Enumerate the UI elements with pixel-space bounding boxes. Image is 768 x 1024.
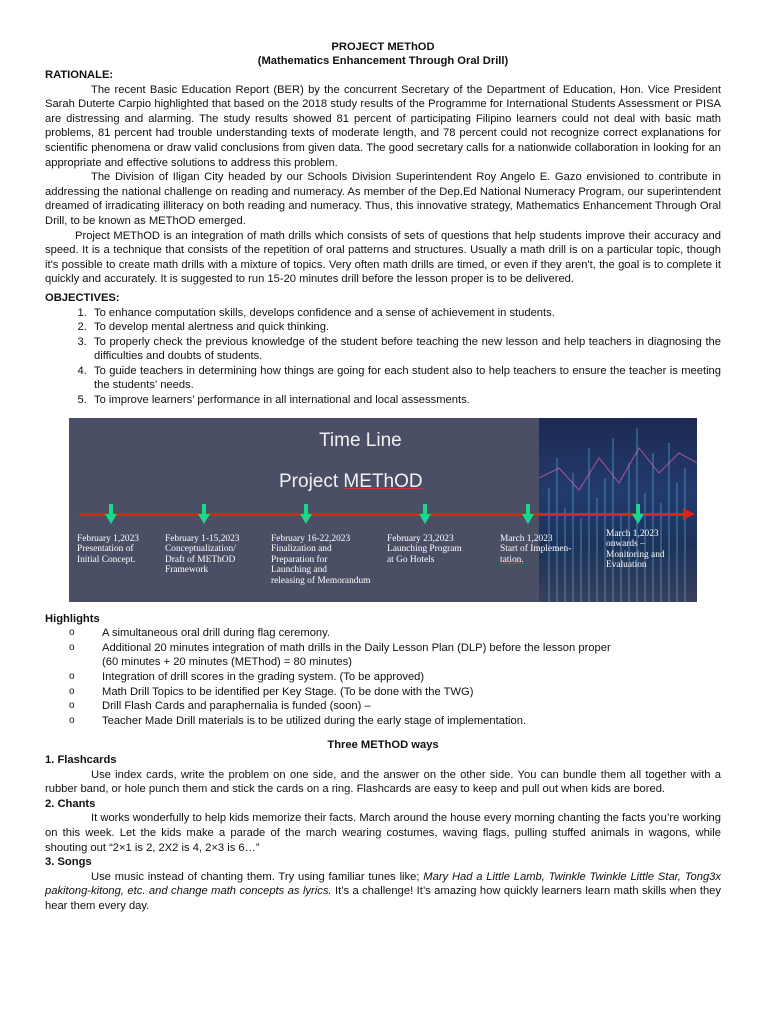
timeline-marker bbox=[419, 504, 431, 524]
timeline-subtitle-prefix: Project bbox=[279, 470, 344, 492]
rationale-paragraph-1: The recent Basic Education Report (BER) by the concurrent Secretary of the Department of Education, Hon. Vice President Sarah Duterte Carpio highlighted that based on the 2018 study results of the Programme for International Students Assessment or PISA are distressing and alarming. The study results showed 81 percent of participating Filipino learners could not deal with basic math problems, 81 percent had trouble understanding texts of moderate length, and 78 percent could not recognize correct explanations for scientific phenomena or draw valid conclusions from given data. The good secretary calls for a nationwide collaboration in looking for an appropriate and effective solutions to address this problem. bbox=[45, 83, 721, 169]
highlights-list bbox=[45, 626, 721, 728]
timeline-event-date: February 16-22,2023 bbox=[271, 533, 351, 544]
highlight-item: o Math Drill Topics to be identified per Key Stage. (To be done with the TWG) bbox=[90, 685, 721, 700]
timeline-event-date: February 1-15,2023 bbox=[165, 533, 240, 544]
timeline-event-2 bbox=[165, 534, 265, 576]
timeline-line bbox=[79, 513, 689, 516]
way-3-text bbox=[45, 870, 721, 914]
objective-item: 2. To develop mental alertness and quick thinking. bbox=[90, 320, 721, 335]
timeline-event-text: Presentation of bbox=[77, 544, 134, 555]
timeline-event-text: tation. bbox=[500, 554, 524, 565]
document-page bbox=[45, 40, 721, 914]
document-subtitle: (Mathematics Enhancement Through Oral Drill) bbox=[257, 55, 509, 67]
timeline-event-text: Launching Program bbox=[387, 544, 462, 555]
timeline-event-date: February 1,2023 bbox=[77, 533, 139, 544]
highlight-item-note: (60 minutes + 20 minutes (METhod) = 80 minutes) bbox=[102, 656, 352, 669]
rationale-paragraph-3: Project METhOD is an integration of math drills which consists of sets of questions that help students improve their accuracy and speed. It is a technique that consists of the repetition of oral patterns and structures. Usually a math drill is on a particular topic, though it's possible to create math drills with a mixture of topics. Very often math drills are timed, or even if they aren't, the goal is to complete it quickly and accurately. It is suggested to run 15-20 minutes drill before the lesson proper is to be delivered. bbox=[45, 229, 721, 286]
timeline-marker bbox=[632, 504, 644, 524]
rationale-heading: RATIONALE: bbox=[45, 69, 114, 81]
objective-item: 3. To properly check the previous knowledge of the student before teaching the new lesson and help teachers in diagnosing the difficulties and doubts of students. bbox=[90, 335, 721, 364]
timeline-event-text: Monitoring and bbox=[606, 549, 665, 560]
highlight-item bbox=[90, 641, 721, 670]
way-1-heading: 1. Flashcards bbox=[45, 754, 117, 766]
timeline-event-text: Evaluation bbox=[606, 560, 647, 571]
way-3-text-italic: Mary Had a Little Lamb, Twinkle Twinkle Little Star, Tong3x pakitong-kitong, etc. and change math concepts as lyrics. bbox=[45, 870, 721, 898]
timeline-event-6 bbox=[606, 529, 694, 571]
timeline-subtitle bbox=[279, 471, 423, 493]
highlight-item: o Drill Flash Cards and paraphernalia is funded (soon) – bbox=[90, 699, 721, 714]
timeline-event-1 bbox=[77, 534, 167, 566]
timeline-event-text: Initial Concept. bbox=[77, 554, 136, 565]
timeline-event-4 bbox=[387, 534, 487, 566]
highlight-item-text: o Additional 20 minutes integration of math drills in the Daily Lesson Plan (DLP) before the lesson proper bbox=[102, 641, 611, 654]
timeline-event-date: March 1,2023 bbox=[606, 528, 659, 539]
timeline-event-text: releasing of Memorandum bbox=[271, 575, 371, 586]
timeline-event-date: March 1,2023 bbox=[500, 533, 553, 544]
timeline-decoration bbox=[539, 418, 697, 602]
objective-item: 1. To enhance computation skills, develops confidence and a sense of achievement in students. bbox=[90, 306, 721, 321]
timeline-event-5 bbox=[500, 534, 592, 566]
highlight-item: o Teacher Made Drill materials is to be utilized during the early stage of implementation. bbox=[90, 714, 721, 729]
timeline-event-text: Start of Implemen- bbox=[500, 544, 572, 555]
timeline-event-text: Conceptualization/ bbox=[165, 544, 236, 555]
timeline-event-text: at Go Hotels bbox=[387, 554, 435, 565]
way-3-text-part: It’s a challenge! It’s amazing how quickly learners learn math skills when they hear them every day. bbox=[45, 885, 721, 912]
timeline-arrowhead bbox=[683, 508, 695, 520]
timeline-event-text: onwards – bbox=[606, 539, 645, 550]
way-2-heading: 2. Chants bbox=[45, 797, 96, 810]
highlight-item: o A simultaneous oral drill during flag ceremony. bbox=[90, 626, 721, 641]
way-3-heading: 3. Songs bbox=[45, 856, 92, 869]
timeline-event-text: Framework bbox=[165, 565, 209, 576]
objective-item: 4. To guide teachers in determining how things are going for each student also to help teachers to ensure the teacher is meeting the students' needs. bbox=[90, 364, 721, 393]
timeline-marker bbox=[300, 504, 312, 524]
timeline-marker bbox=[105, 504, 117, 524]
timeline-graphic bbox=[69, 418, 697, 602]
ways-heading: Three METhOD ways bbox=[327, 739, 439, 752]
highlight-item: o Integration of drill scores in the grading system. (To be approved) bbox=[90, 670, 721, 685]
objectives-list bbox=[45, 306, 721, 408]
data-visual-decoration bbox=[539, 418, 697, 602]
timeline-event-text: Draft of METhOD bbox=[165, 554, 236, 565]
timeline-event-date: February 23,2023 bbox=[387, 533, 454, 544]
highlights-heading: Highlights bbox=[45, 612, 100, 625]
objectives-heading: OBJECTIVES: bbox=[45, 291, 120, 304]
timeline-event-text: Finalization and bbox=[271, 544, 332, 555]
timeline-event-text: Launching and bbox=[271, 565, 327, 576]
way-2-text: It works wonderfully to help kids memorize their facts. March around the house every morning chanting the facts you’re working on this week. Let the kids make a parade of the march wearing costumes, waving flags, pulling stuffed animals in wagons, while shouting out “2×1 is 2, 2X2 is 4, 2×3 is 6…” bbox=[45, 812, 721, 854]
timeline-marker bbox=[522, 504, 534, 524]
timeline-event-3 bbox=[271, 534, 379, 587]
timeline-title: Time Line bbox=[319, 429, 402, 451]
way-1-text: Use index cards, write the problem on one side, and the answer on the other side. You can bundle them all together with a rubber band, or hole punch them and stick the cards on a ring. Flashcards are easy to keep and pull out when kids are bored. bbox=[45, 768, 721, 796]
rationale-paragraph-2: The Division of Iligan City headed by our Schools Division Superintendent Roy Angelo E. Gazo envisioned to contribute in addressing the national challenge on reading and numeracy. As member of the Dep.Ed National Numeracy Program, our superintendent dreamed of irradicating illiteracy on both reading and numeracy. Thus, this innovative strategy, Mathematics Enhancement Through Oral Drill, to be known as METhOD emerged. bbox=[45, 171, 721, 227]
way-3-text-part: Use music instead of chanting them. Try using familiar tunes like; bbox=[91, 870, 424, 883]
timeline-subtitle-name: METhOD bbox=[343, 470, 423, 492]
timeline-event-text: Preparation for bbox=[271, 554, 328, 565]
objective-item: 5. To improve learners’ performance in all international and local assessments. bbox=[90, 393, 721, 408]
timeline-marker bbox=[198, 504, 210, 524]
document-title: PROJECT METhOD bbox=[331, 41, 435, 53]
